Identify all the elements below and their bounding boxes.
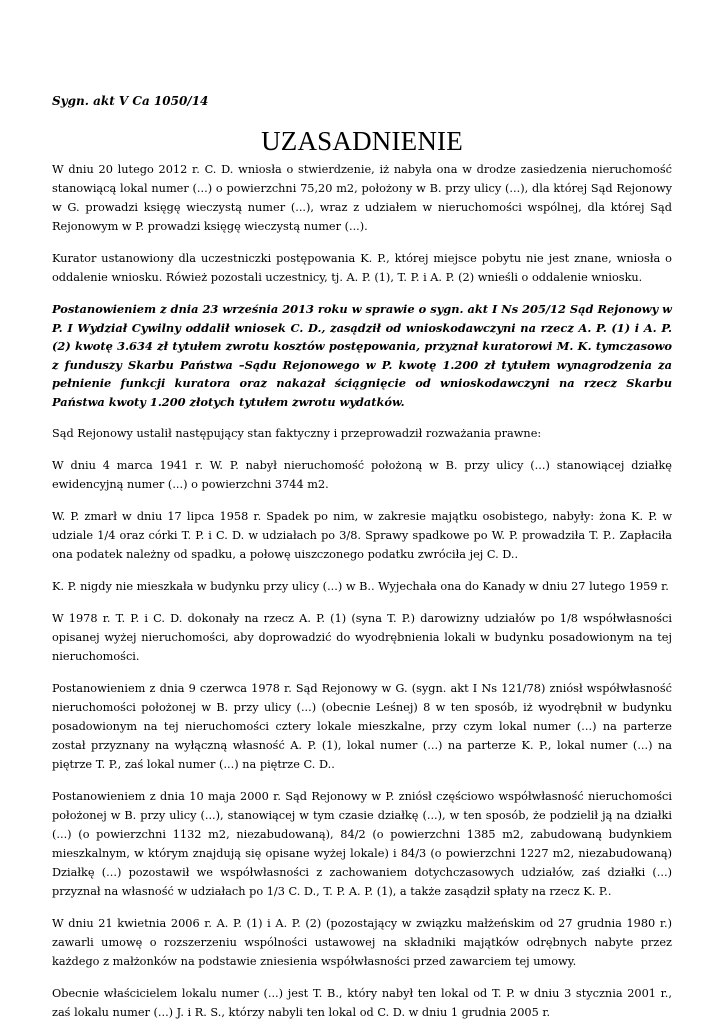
paragraph-co-ownership-2000: Postanowieniem z dnia 10 maja 2000 r. Sąd Rejonowy w P. zniósł częściowo współwłasność nieruchomości położonej w B. przy ulicy (...), stanowiącej w tym czasie działkę (...), w ten sposób, że podzielił ją na działki (...) (o powierzchni 1132 m2, niezabudowaną), 84/2 (o powierzchni 1385 m2, zabudowaną budynkiem mieszkalnym, w którym znajdują się opisane wyżej lokale) i 84/3 (o powierzchni 1227 m2, niezabudowaną) Działkę (...) pozostawił we współwłasności z zachowaniem dotychczasowych udziałów, zaś działki (...) przyznał na własność w udziałach po 1/3 C. D., T. P. A. P. (1), a także zasądził spłaty na rzecz K. P.. (52, 790, 672, 898)
paragraph-findings-intro: Sąd Rejonowy ustalił następujący stan faktyczny i przeprowadził rozważania prawne: (52, 427, 542, 440)
paragraph-application: W dniu 20 lutego 2012 r. C. D. wniosła o stwierdzenie, iż nabyła ona w drodze zasiedzenia nieruchomość stanowiącą lokal numer (...) o powierzchni 75,20 m2, położony w B. przy ulicy (...), dla której Sąd Rejonowy w G. prowadzi księgę wieczystą numer (...), wraz z udziałem w nieruchomości wspólnej, dla której Sąd Rejonowym w P. prowadzi księgę wieczystą numer (...). (52, 163, 672, 233)
paragraph-curator: Kurator ustanowiony dla uczestniczki postępowania K. P., której miejsce pobytu nie jest znane, wniosła o oddalenie wniosku. Rówież pozostali uczestnicy, tj. A. P. (1), T. P. i A. P. (2) wnieśli o oddalenie wniosku. (52, 252, 672, 284)
document-title: UZASADNIENIE (261, 126, 463, 156)
paragraph-ruling: Postanowieniem z dnia 23 września 2013 roku w sprawie o sygn. akt I Ns 205/12 Sąd Rejonowy w P. I Wydział Cywilny oddalił wniosek C. D., zasądził od wnioskodawczyni na rzecz A. P. (1) i A. P. (2) kwotę 3.634 zł tytułem zwrotu kosztów postępowania, przyznał kuratorowi M. K. tymczasowo z funduszy Skarbu Państwa –Sądu Rejonowego w P. kwotę 1.200 zł tytułem wynagrodzenia za pełnienie funkcji kuratora oraz nakazał ściągnięcie od wnioskodawczyni na rzecz Skarbu Państwa kwoty 1.200 złotych tytułem zwrotu wydatków. (52, 302, 672, 409)
paragraph-current-owners: Obecnie właścicielem lokalu numer (...) jest T. B., który nabył ten lokal od T. P. w dniu 3 stycznia 2001 r., zaś lokalu numer (...) J. i R. S., którzy nabyli ten lokal od C. D. w dniu 1 grudnia 2005 r. (52, 987, 672, 1019)
document-page (52, 93, 672, 1035)
paragraph-inheritance: W. P. zmarł w dniu 17 lipca 1958 r. Spadek po nim, w zakresie majątku osobistego, nabyły: żona K. P. w udziale 1/4 oraz córki T. P. i C. D. w udziałach po 3/8. Sprawy spadkowe po W. P. prowadziła T. P.. Zapłaciła ona podatek należny od spadku, a połowę uiszczonego podatku zwróciła jej C. D.. (52, 510, 672, 561)
paragraph-co-ownership-1978: Postanowieniem z dnia 9 czerwca 1978 r. Sąd Rejonowy w G. (sygn. akt I Ns 121/78) zniósł współwłasność nieruchomości położonej w B. przy ulicy (...) (obecnie Leśnej) 8 w ten sposób, iż wyodrębnił w budynku posadowionym na tej nieruchomości cztery lokale mieszkalne, przy czym lokal numer (...) na parterze został przyznany na wyłączną własność A. P. (1), lokal numer (...) na parterze K. P., lokal numer (...) na piętrze T. P., zaś lokal numer (...) na piętrze C. D.. (52, 682, 672, 771)
paragraph-emigration: K. P. nigdy nie mieszkała w budynku przy ulicy (...) w B.. Wyjechała ona do Kanady w dniu 27 lutego 1959 r. (52, 580, 669, 593)
paragraph-acquisition: W dniu 4 marca 1941 r. W. P. nabył nieruchomość położoną w B. przy ulicy (...) stanowiącej działkę ewidencyjną numer (...) o powierzchni 3744 m2. (52, 459, 672, 491)
paragraph-marital-agreement: W dniu 21 kwietnia 2006 r. A. P. (1) i A. P. (2) (pozostający w związku małżeńskim od 27 grudnia 1980 r.) zawarli umowę o rozszerzeniu wspólności ustawowej na składniki majątków odrębnych nabyte przez każdego z małżonków na podstawie zniesienia współwłasności przed zawarciem tej umowy. (52, 917, 672, 968)
paragraph-donation: W 1978 r. T. P. i C. D. dokonały na rzecz A. P. (1) (syna T. P.) darowizny udziałów po 1/8 współwłasności opisanej wyżej nieruchomości, aby doprowadzić do wyodrębnienia lokali w budynku posadowionym na tej nieruchomości. (52, 612, 672, 663)
case-number: Sygn. akt V Ca 1050/14 (52, 94, 209, 108)
